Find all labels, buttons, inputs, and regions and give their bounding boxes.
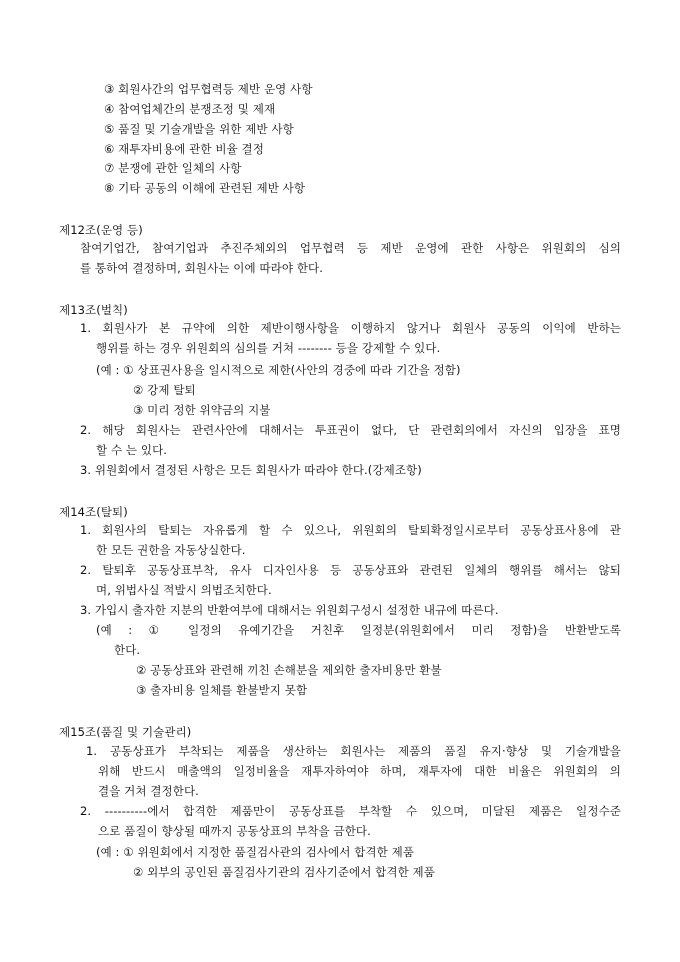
article-13-example-3: ③ 미리 정한 위약금의 지불 bbox=[133, 403, 271, 417]
article-14-para-3: 3. 가입시 출자한 지분의 반환여부에 대해서는 위원회구성시 설정한 내규에 따른다. bbox=[80, 603, 499, 617]
article-15-example-1: (예 : ① 위원회에서 지정한 품질검사관의 검사에서 합격한 제품 bbox=[96, 845, 415, 859]
article-14-para-2-line-1: 2. 탈퇴후 공동상표부착, 유사 디자인사용 등 공동상표와 관련된 일체의 행위를 해서는 않되 bbox=[80, 563, 621, 577]
article-14-para-1-line-2: 한 모든 권한을 자동상실한다. bbox=[96, 543, 246, 557]
article-14-example-3: ③ 출자비용 일체를 환불받지 못함 bbox=[136, 683, 308, 697]
list-item: ⑥ 재투자비용에 관한 비율 결정 bbox=[104, 142, 264, 156]
article-15-para-1-line-1: 1. 공동상표가 부착되는 제품을 생산하는 회원사는 제품의 품질 유지·향상 및 기술개발을 bbox=[86, 744, 621, 758]
article-13-para-2-line-1: 2. 해당 회원사는 관련사안에 대해서는 투표권이 없다, 단 관련회의에서 자신의 입장을 표명 bbox=[80, 423, 621, 437]
article-14-para-2-line-2: 며, 위법사실 적발시 의법조치한다. bbox=[96, 583, 272, 597]
article-15-para-1-line-2: 위해 반드시 매출액의 일정비율을 재투자하여야 하며, 재투자에 대한 비율은 위원회의 의 bbox=[98, 764, 621, 778]
article-15-para-1-line-3: 결을 거쳐 결정한다. bbox=[98, 784, 199, 798]
article-12-body-line-2: 를 통하여 결정하며, 회원사는 이에 따라야 한다. bbox=[80, 261, 324, 275]
list-item: ⑤ 품질 및 기술개발을 위한 제반 사항 bbox=[104, 122, 294, 136]
list-item: ③ 회원사간의 업무협력등 제반 운영 사항 bbox=[104, 82, 313, 96]
article-14-title: 제14조(탈퇴) bbox=[59, 505, 128, 519]
article-15-para-2-line-1: 2. ----------에서 합격한 제품만이 공동상표를 부착할 수 있으며, 미달된 제품은 일정수준 bbox=[80, 804, 621, 818]
article-15-title: 제15조(품질 및 기술관리) bbox=[59, 725, 192, 739]
list-item: ⑦ 분쟁에 관한 일체의 사항 bbox=[104, 161, 242, 175]
article-15-example-2: ② 외부의 공인된 품질검사기관의 검사기준에서 합격한 제품 bbox=[133, 865, 435, 879]
article-13-example-2: ② 강제 탈퇴 bbox=[133, 383, 196, 397]
article-13-para-3: 3. 위원회에서 결정된 사항은 모든 회원사가 따라야 한다.(강제조항) bbox=[80, 463, 422, 477]
article-13-para-2-line-2: 할 수 는 있다. bbox=[96, 443, 168, 457]
article-14-example-2: ② 공동상표와 관련해 끼친 손해분을 제외한 출자비용만 환불 bbox=[136, 663, 442, 677]
article-15-para-2-line-2: 으로 품질이 향상될 때까지 공동상표의 부착을 금한다. bbox=[98, 824, 371, 838]
article-13-para-1-line-1: 1. 회원사가 본 규약에 의한 제반이행사항을 이행하지 않거나 회원사 공동의 이익에 반하는 bbox=[80, 321, 621, 335]
article-14-example-1-line-2: 한다. bbox=[114, 643, 141, 657]
article-12-title: 제12조(운영 등) bbox=[59, 223, 143, 237]
list-item: ⑧ 기타 공동의 이해에 관련된 제반 사항 bbox=[104, 181, 306, 195]
list-item: ④ 참여업체간의 분쟁조정 및 제재 bbox=[104, 102, 276, 116]
article-13-para-1-line-2: 행위를 하는 경우 위원회의 심의를 거쳐 -------- 등을 강제할 수 있다. bbox=[96, 341, 441, 355]
article-13-title: 제13조(벌칙) bbox=[59, 303, 128, 317]
article-13-example-1: (예 : ① 상표권사용을 일시적으로 제한(사안의 경중에 따라 기간을 정함) bbox=[96, 363, 461, 377]
article-14-example-1-line-1: (예 : ① 일정의 유예기간을 거친후 일정분(위원회에서 미리 정함)을 반환받도록 bbox=[96, 623, 621, 637]
article-12-body-line-1: 참여기업간, 참여기업과 추진주체외의 업무협력 등 제반 운영에 관한 사항은 위원회의 심의 bbox=[80, 241, 621, 255]
article-14-para-1-line-1: 1. 회원사의 탈퇴는 자유롭게 할 수 있으나, 위원회의 탈퇴확정일시로부터 공동상표사용에 관 bbox=[80, 523, 621, 537]
